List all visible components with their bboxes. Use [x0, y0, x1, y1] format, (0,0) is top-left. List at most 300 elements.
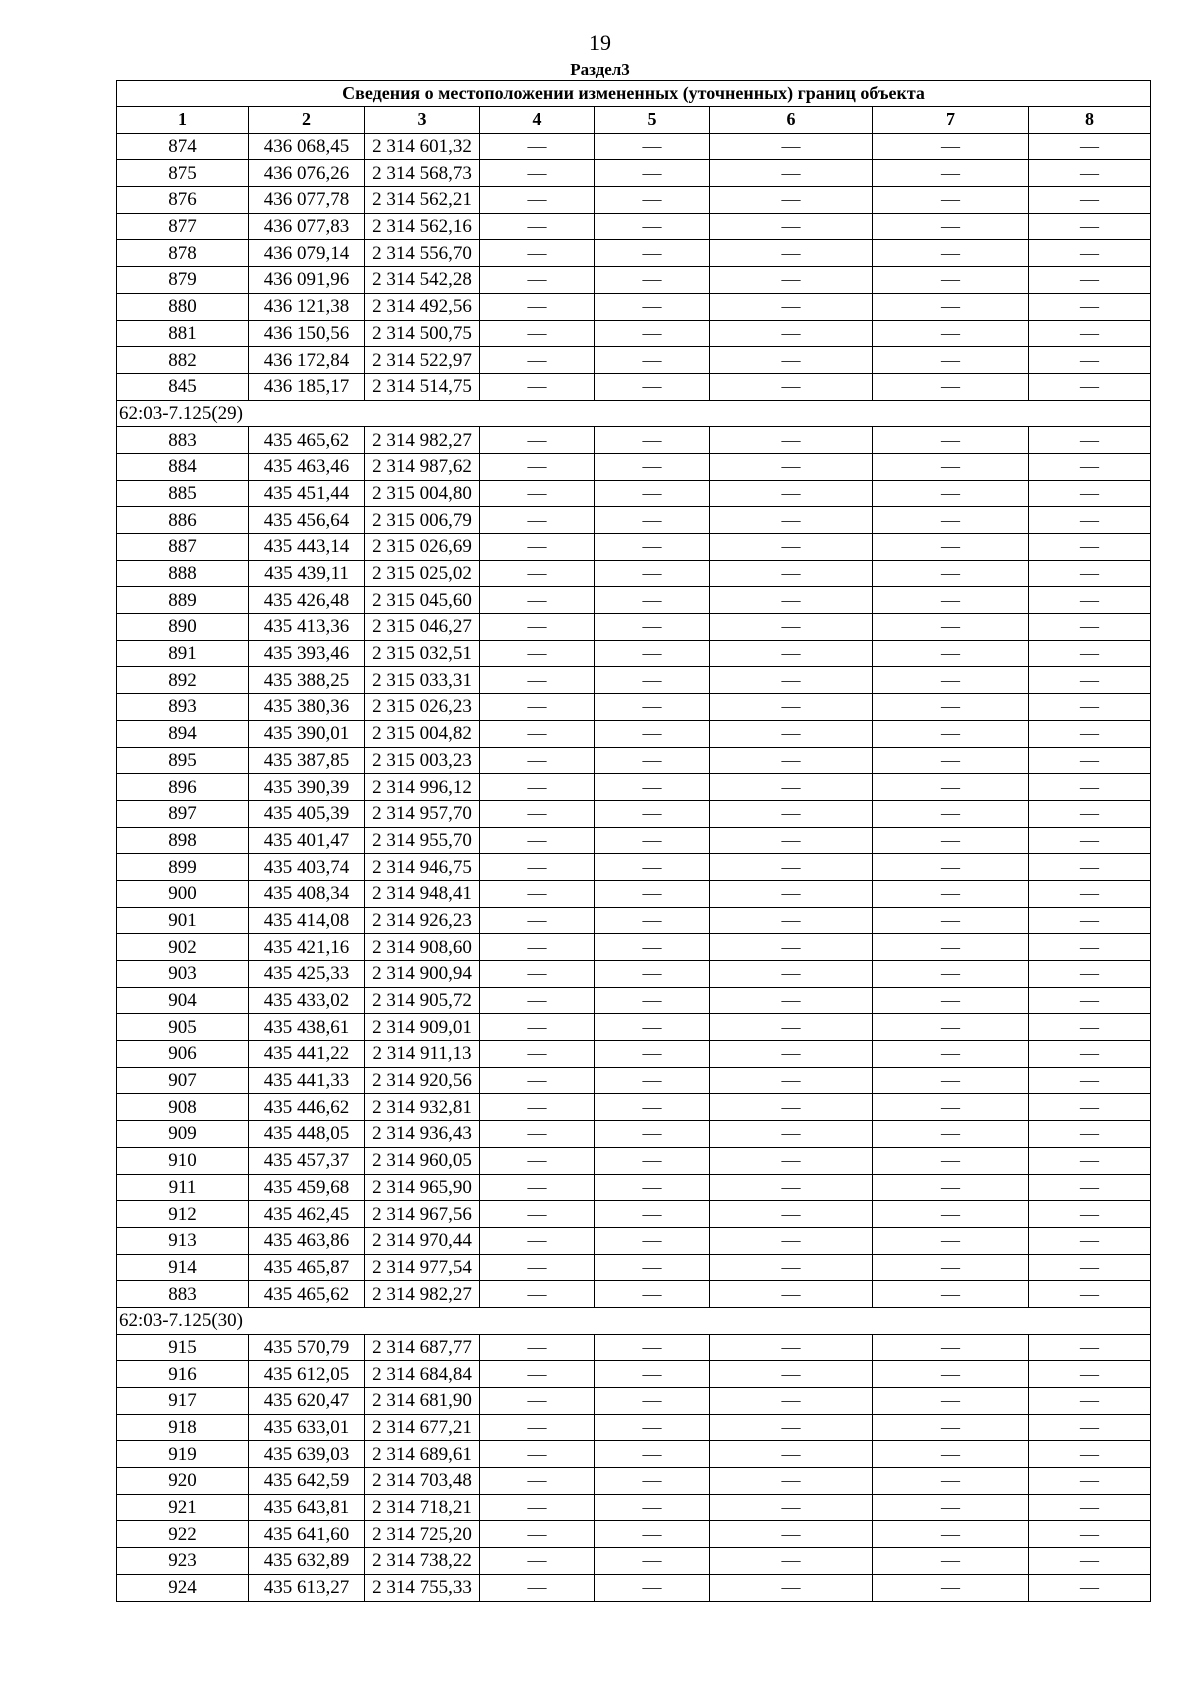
empty-value-cell: —	[1029, 934, 1151, 961]
x-coordinate-cell: 436 079,14	[249, 240, 365, 267]
empty-value-cell: —	[710, 1414, 873, 1441]
column-header: 1	[117, 107, 249, 134]
table-row	[117, 1521, 1151, 1548]
empty-value-cell: —	[1029, 694, 1151, 721]
point-number-cell: 899	[117, 854, 249, 881]
x-coordinate-cell: 435 463,46	[249, 453, 365, 480]
table-row	[117, 347, 1151, 374]
empty-value-cell: —	[873, 187, 1029, 214]
empty-value-cell: —	[873, 1121, 1029, 1148]
empty-value-cell: —	[710, 667, 873, 694]
empty-value-cell: —	[710, 1548, 873, 1575]
empty-value-cell: —	[480, 187, 595, 214]
empty-value-cell: —	[480, 1041, 595, 1068]
empty-value-cell: —	[710, 1227, 873, 1254]
y-coordinate-cell: 2 314 725,20	[365, 1521, 480, 1548]
x-coordinate-cell: 435 433,02	[249, 987, 365, 1014]
empty-value-cell: —	[873, 160, 1029, 187]
table-row	[117, 614, 1151, 641]
empty-value-cell: —	[710, 774, 873, 801]
y-coordinate-cell: 2 314 601,32	[365, 133, 480, 160]
empty-value-cell: —	[710, 293, 873, 320]
table-caption: Сведения о местоположении измененных (уточненных) границ объекта	[117, 81, 1151, 107]
table-row	[117, 934, 1151, 961]
empty-value-cell: —	[873, 1548, 1029, 1575]
y-coordinate-cell: 2 314 684,84	[365, 1361, 480, 1388]
table-row	[117, 320, 1151, 347]
empty-value-cell: —	[873, 1468, 1029, 1495]
table-row	[117, 427, 1151, 454]
empty-value-cell: —	[480, 587, 595, 614]
empty-value-cell: —	[595, 694, 710, 721]
y-coordinate-cell: 2 314 982,27	[365, 427, 480, 454]
empty-value-cell: —	[710, 1334, 873, 1361]
table-row	[117, 961, 1151, 988]
x-coordinate-cell: 436 076,26	[249, 160, 365, 187]
point-number-cell: 885	[117, 480, 249, 507]
empty-value-cell: —	[595, 1388, 710, 1415]
point-number-cell: 904	[117, 987, 249, 1014]
empty-value-cell: —	[873, 1067, 1029, 1094]
empty-value-cell: —	[480, 1441, 595, 1468]
y-coordinate-cell: 2 315 004,82	[365, 720, 480, 747]
point-number-cell: 883	[117, 427, 249, 454]
empty-value-cell: —	[480, 987, 595, 1014]
empty-value-cell: —	[480, 1548, 595, 1575]
empty-value-cell: —	[595, 560, 710, 587]
point-number-cell: 919	[117, 1441, 249, 1468]
table-row	[117, 1254, 1151, 1281]
empty-value-cell: —	[710, 560, 873, 587]
empty-value-cell: —	[595, 507, 710, 534]
empty-value-cell: —	[595, 534, 710, 561]
empty-value-cell: —	[710, 1201, 873, 1228]
empty-value-cell: —	[710, 1521, 873, 1548]
empty-value-cell: —	[873, 240, 1029, 267]
empty-value-cell: —	[710, 720, 873, 747]
table-row	[117, 560, 1151, 587]
empty-value-cell: —	[595, 1548, 710, 1575]
x-coordinate-cell: 435 446,62	[249, 1094, 365, 1121]
empty-value-cell: —	[873, 587, 1029, 614]
y-coordinate-cell: 2 314 955,70	[365, 827, 480, 854]
empty-value-cell: —	[1029, 1414, 1151, 1441]
empty-value-cell: —	[873, 800, 1029, 827]
empty-value-cell: —	[1029, 640, 1151, 667]
empty-value-cell: —	[1029, 1041, 1151, 1068]
x-coordinate-cell: 435 633,01	[249, 1414, 365, 1441]
empty-value-cell: —	[873, 1227, 1029, 1254]
empty-value-cell: —	[480, 320, 595, 347]
empty-value-cell: —	[710, 1361, 873, 1388]
x-coordinate-cell: 435 570,79	[249, 1334, 365, 1361]
point-number-cell: 895	[117, 747, 249, 774]
x-coordinate-cell: 435 448,05	[249, 1121, 365, 1148]
x-coordinate-cell: 435 380,36	[249, 694, 365, 721]
table-row	[117, 827, 1151, 854]
empty-value-cell: —	[595, 347, 710, 374]
empty-value-cell: —	[873, 373, 1029, 400]
y-coordinate-cell: 2 314 970,44	[365, 1227, 480, 1254]
point-number-cell: 902	[117, 934, 249, 961]
table-row	[117, 854, 1151, 881]
empty-value-cell: —	[1029, 1388, 1151, 1415]
table-row	[117, 774, 1151, 801]
empty-value-cell: —	[873, 934, 1029, 961]
empty-value-cell: —	[1029, 1067, 1151, 1094]
table-header-row	[117, 107, 1151, 134]
empty-value-cell: —	[1029, 1441, 1151, 1468]
empty-value-cell: —	[1029, 1334, 1151, 1361]
point-number-cell: 912	[117, 1201, 249, 1228]
y-coordinate-cell: 2 314 946,75	[365, 854, 480, 881]
empty-value-cell: —	[1029, 667, 1151, 694]
empty-value-cell: —	[595, 640, 710, 667]
x-coordinate-cell: 435 462,45	[249, 1201, 365, 1228]
x-coordinate-cell: 436 091,96	[249, 267, 365, 294]
empty-value-cell: —	[1029, 1174, 1151, 1201]
empty-value-cell: —	[595, 720, 710, 747]
table-row	[117, 187, 1151, 214]
y-coordinate-cell: 2 314 905,72	[365, 987, 480, 1014]
empty-value-cell: —	[480, 293, 595, 320]
x-coordinate-cell: 435 459,68	[249, 1174, 365, 1201]
empty-value-cell: —	[595, 800, 710, 827]
empty-value-cell: —	[595, 1281, 710, 1308]
empty-value-cell: —	[480, 747, 595, 774]
empty-value-cell: —	[1029, 453, 1151, 480]
empty-value-cell: —	[480, 1334, 595, 1361]
empty-value-cell: —	[873, 1361, 1029, 1388]
point-number-cell: 890	[117, 614, 249, 641]
x-coordinate-cell: 435 393,46	[249, 640, 365, 667]
column-header: 3	[365, 107, 480, 134]
table-row	[117, 453, 1151, 480]
empty-value-cell: —	[1029, 320, 1151, 347]
empty-value-cell: —	[1029, 1121, 1151, 1148]
empty-value-cell: —	[480, 720, 595, 747]
empty-value-cell: —	[710, 1094, 873, 1121]
empty-value-cell: —	[595, 1174, 710, 1201]
empty-value-cell: —	[480, 267, 595, 294]
table-row	[117, 213, 1151, 240]
empty-value-cell: —	[595, 907, 710, 934]
empty-value-cell: —	[595, 587, 710, 614]
y-coordinate-cell: 2 315 033,31	[365, 667, 480, 694]
empty-value-cell: —	[595, 827, 710, 854]
y-coordinate-cell: 2 314 926,23	[365, 907, 480, 934]
y-coordinate-cell: 2 314 948,41	[365, 880, 480, 907]
point-number-cell: 918	[117, 1414, 249, 1441]
y-coordinate-cell: 2 314 514,75	[365, 373, 480, 400]
point-number-cell: 903	[117, 961, 249, 988]
point-number-cell: 922	[117, 1521, 249, 1548]
empty-value-cell: —	[480, 1147, 595, 1174]
x-coordinate-cell: 435 443,14	[249, 534, 365, 561]
empty-value-cell: —	[480, 560, 595, 587]
y-coordinate-cell: 2 314 689,61	[365, 1441, 480, 1468]
empty-value-cell: —	[1029, 774, 1151, 801]
x-coordinate-cell: 435 465,62	[249, 1281, 365, 1308]
empty-value-cell: —	[710, 1147, 873, 1174]
empty-value-cell: —	[873, 1254, 1029, 1281]
y-coordinate-cell: 2 315 045,60	[365, 587, 480, 614]
y-coordinate-cell: 2 315 003,23	[365, 747, 480, 774]
point-number-cell: 923	[117, 1548, 249, 1575]
y-coordinate-cell: 2 314 755,33	[365, 1574, 480, 1601]
table-row	[117, 1281, 1151, 1308]
empty-value-cell: —	[480, 427, 595, 454]
y-coordinate-cell: 2 314 562,21	[365, 187, 480, 214]
point-number-cell: 879	[117, 267, 249, 294]
empty-value-cell: —	[710, 854, 873, 881]
empty-value-cell: —	[1029, 907, 1151, 934]
empty-value-cell: —	[480, 1174, 595, 1201]
x-coordinate-cell: 435 463,86	[249, 1227, 365, 1254]
empty-value-cell: —	[595, 293, 710, 320]
empty-value-cell: —	[873, 320, 1029, 347]
empty-value-cell: —	[595, 213, 710, 240]
empty-value-cell: —	[710, 320, 873, 347]
empty-value-cell: —	[480, 667, 595, 694]
empty-value-cell: —	[710, 1067, 873, 1094]
empty-value-cell: —	[710, 1468, 873, 1495]
y-coordinate-cell: 2 314 957,70	[365, 800, 480, 827]
empty-value-cell: —	[480, 800, 595, 827]
empty-value-cell: —	[480, 774, 595, 801]
empty-value-cell: —	[1029, 1361, 1151, 1388]
empty-value-cell: —	[480, 1254, 595, 1281]
empty-value-cell: —	[873, 1574, 1029, 1601]
empty-value-cell: —	[710, 1281, 873, 1308]
table-row	[117, 1041, 1151, 1068]
empty-value-cell: —	[480, 1094, 595, 1121]
empty-value-cell: —	[873, 453, 1029, 480]
y-coordinate-cell: 2 314 738,22	[365, 1548, 480, 1575]
page-number: 19	[589, 30, 611, 55]
empty-value-cell: —	[595, 187, 710, 214]
empty-value-cell: —	[480, 1574, 595, 1601]
empty-value-cell: —	[873, 614, 1029, 641]
point-number-cell: 877	[117, 213, 249, 240]
y-coordinate-cell: 2 315 026,23	[365, 694, 480, 721]
point-number-cell: 889	[117, 587, 249, 614]
x-coordinate-cell: 435 465,87	[249, 1254, 365, 1281]
empty-value-cell: —	[595, 133, 710, 160]
y-coordinate-cell: 2 315 026,69	[365, 534, 480, 561]
table-body	[117, 133, 1151, 1601]
empty-value-cell: —	[873, 1334, 1029, 1361]
empty-value-cell: —	[873, 480, 1029, 507]
empty-value-cell: —	[1029, 267, 1151, 294]
empty-value-cell: —	[1029, 1254, 1151, 1281]
empty-value-cell: —	[873, 213, 1029, 240]
table-row	[117, 1361, 1151, 1388]
y-coordinate-cell: 2 314 718,21	[365, 1494, 480, 1521]
empty-value-cell: —	[873, 1521, 1029, 1548]
y-coordinate-cell: 2 314 492,56	[365, 293, 480, 320]
empty-value-cell: —	[480, 854, 595, 881]
empty-value-cell: —	[595, 1067, 710, 1094]
empty-value-cell: —	[873, 907, 1029, 934]
empty-value-cell: —	[1029, 614, 1151, 641]
empty-value-cell: —	[710, 534, 873, 561]
x-coordinate-cell: 435 620,47	[249, 1388, 365, 1415]
point-number-cell: 915	[117, 1334, 249, 1361]
empty-value-cell: —	[1029, 293, 1151, 320]
point-number-cell: 900	[117, 880, 249, 907]
empty-value-cell: —	[480, 1067, 595, 1094]
empty-value-cell: —	[710, 587, 873, 614]
table-row	[117, 640, 1151, 667]
table-row	[117, 1094, 1151, 1121]
table-row	[117, 800, 1151, 827]
empty-value-cell: —	[1029, 880, 1151, 907]
empty-value-cell: —	[1029, 187, 1151, 214]
empty-value-cell: —	[480, 1361, 595, 1388]
group-row	[117, 400, 1151, 427]
empty-value-cell: —	[1029, 1201, 1151, 1228]
y-coordinate-cell: 2 315 046,27	[365, 614, 480, 641]
empty-value-cell: —	[1029, 587, 1151, 614]
empty-value-cell: —	[595, 934, 710, 961]
y-coordinate-cell: 2 314 900,94	[365, 961, 480, 988]
table-row	[117, 1414, 1151, 1441]
empty-value-cell: —	[873, 1014, 1029, 1041]
table-row	[117, 133, 1151, 160]
column-header: 6	[710, 107, 873, 134]
y-coordinate-cell: 2 314 687,77	[365, 1334, 480, 1361]
column-header: 8	[1029, 107, 1151, 134]
table-row	[117, 160, 1151, 187]
empty-value-cell: —	[480, 1414, 595, 1441]
table-row	[117, 1121, 1151, 1148]
empty-value-cell: —	[710, 1254, 873, 1281]
point-number-cell: 920	[117, 1468, 249, 1495]
empty-value-cell: —	[710, 1388, 873, 1415]
empty-value-cell: —	[873, 560, 1029, 587]
empty-value-cell: —	[480, 1201, 595, 1228]
empty-value-cell: —	[873, 1201, 1029, 1228]
y-coordinate-cell: 2 314 542,28	[365, 267, 480, 294]
empty-value-cell: —	[710, 160, 873, 187]
y-coordinate-cell: 2 314 932,81	[365, 1094, 480, 1121]
empty-value-cell: —	[595, 987, 710, 1014]
point-number-cell: 896	[117, 774, 249, 801]
empty-value-cell: —	[595, 1227, 710, 1254]
empty-value-cell: —	[480, 880, 595, 907]
empty-value-cell: —	[710, 133, 873, 160]
empty-value-cell: —	[595, 614, 710, 641]
y-coordinate-cell: 2 314 908,60	[365, 934, 480, 961]
point-number-cell: 875	[117, 160, 249, 187]
y-coordinate-cell: 2 315 025,02	[365, 560, 480, 587]
x-coordinate-cell: 435 413,36	[249, 614, 365, 641]
x-coordinate-cell: 435 465,62	[249, 427, 365, 454]
x-coordinate-cell: 435 613,27	[249, 1574, 365, 1601]
x-coordinate-cell: 435 612,05	[249, 1361, 365, 1388]
empty-value-cell: —	[710, 373, 873, 400]
point-number-cell: 891	[117, 640, 249, 667]
table-row	[117, 240, 1151, 267]
empty-value-cell: —	[595, 1521, 710, 1548]
point-number-cell: 876	[117, 187, 249, 214]
table-row	[117, 1067, 1151, 1094]
y-coordinate-cell: 2 314 987,62	[365, 453, 480, 480]
x-coordinate-cell: 435 405,39	[249, 800, 365, 827]
empty-value-cell: —	[873, 1414, 1029, 1441]
empty-value-cell: —	[710, 827, 873, 854]
empty-value-cell: —	[873, 1441, 1029, 1468]
empty-value-cell: —	[873, 507, 1029, 534]
empty-value-cell: —	[873, 694, 1029, 721]
empty-value-cell: —	[873, 961, 1029, 988]
empty-value-cell: —	[1029, 987, 1151, 1014]
empty-value-cell: —	[873, 987, 1029, 1014]
empty-value-cell: —	[873, 1281, 1029, 1308]
x-coordinate-cell: 435 643,81	[249, 1494, 365, 1521]
y-coordinate-cell: 2 314 920,56	[365, 1067, 480, 1094]
point-number-cell: 887	[117, 534, 249, 561]
point-number-cell: 913	[117, 1227, 249, 1254]
point-number-cell: 924	[117, 1574, 249, 1601]
point-number-cell: 905	[117, 1014, 249, 1041]
empty-value-cell: —	[873, 267, 1029, 294]
point-number-cell: 880	[117, 293, 249, 320]
empty-value-cell: —	[710, 1574, 873, 1601]
boundary-coordinates-table	[116, 80, 1151, 1602]
empty-value-cell: —	[873, 827, 1029, 854]
x-coordinate-cell: 435 441,33	[249, 1067, 365, 1094]
empty-value-cell: —	[480, 160, 595, 187]
empty-value-cell: —	[595, 1441, 710, 1468]
empty-value-cell: —	[480, 1281, 595, 1308]
x-coordinate-cell: 435 388,25	[249, 667, 365, 694]
point-number-cell: 874	[117, 133, 249, 160]
group-label: 62:03-7.125(30)	[117, 1307, 1151, 1334]
empty-value-cell: —	[1029, 1147, 1151, 1174]
point-number-cell: 909	[117, 1121, 249, 1148]
empty-value-cell: —	[1029, 827, 1151, 854]
empty-value-cell: —	[480, 907, 595, 934]
empty-value-cell: —	[595, 1094, 710, 1121]
empty-value-cell: —	[1029, 507, 1151, 534]
point-number-cell: 914	[117, 1254, 249, 1281]
empty-value-cell: —	[710, 347, 873, 374]
x-coordinate-cell: 436 077,83	[249, 213, 365, 240]
y-coordinate-cell: 2 315 032,51	[365, 640, 480, 667]
point-number-cell: 907	[117, 1067, 249, 1094]
empty-value-cell: —	[480, 1468, 595, 1495]
table-row	[117, 1174, 1151, 1201]
empty-value-cell: —	[710, 694, 873, 721]
empty-value-cell: —	[873, 747, 1029, 774]
empty-value-cell: —	[1029, 1574, 1151, 1601]
empty-value-cell: —	[1029, 961, 1151, 988]
empty-value-cell: —	[595, 373, 710, 400]
y-coordinate-cell: 2 314 977,54	[365, 1254, 480, 1281]
y-coordinate-cell: 2 314 967,56	[365, 1201, 480, 1228]
x-coordinate-cell: 435 456,64	[249, 507, 365, 534]
y-coordinate-cell: 2 314 703,48	[365, 1468, 480, 1495]
empty-value-cell: —	[873, 880, 1029, 907]
y-coordinate-cell: 2 314 556,70	[365, 240, 480, 267]
empty-value-cell: —	[480, 694, 595, 721]
empty-value-cell: —	[480, 934, 595, 961]
empty-value-cell: —	[480, 373, 595, 400]
empty-value-cell: —	[710, 267, 873, 294]
empty-value-cell: —	[873, 347, 1029, 374]
